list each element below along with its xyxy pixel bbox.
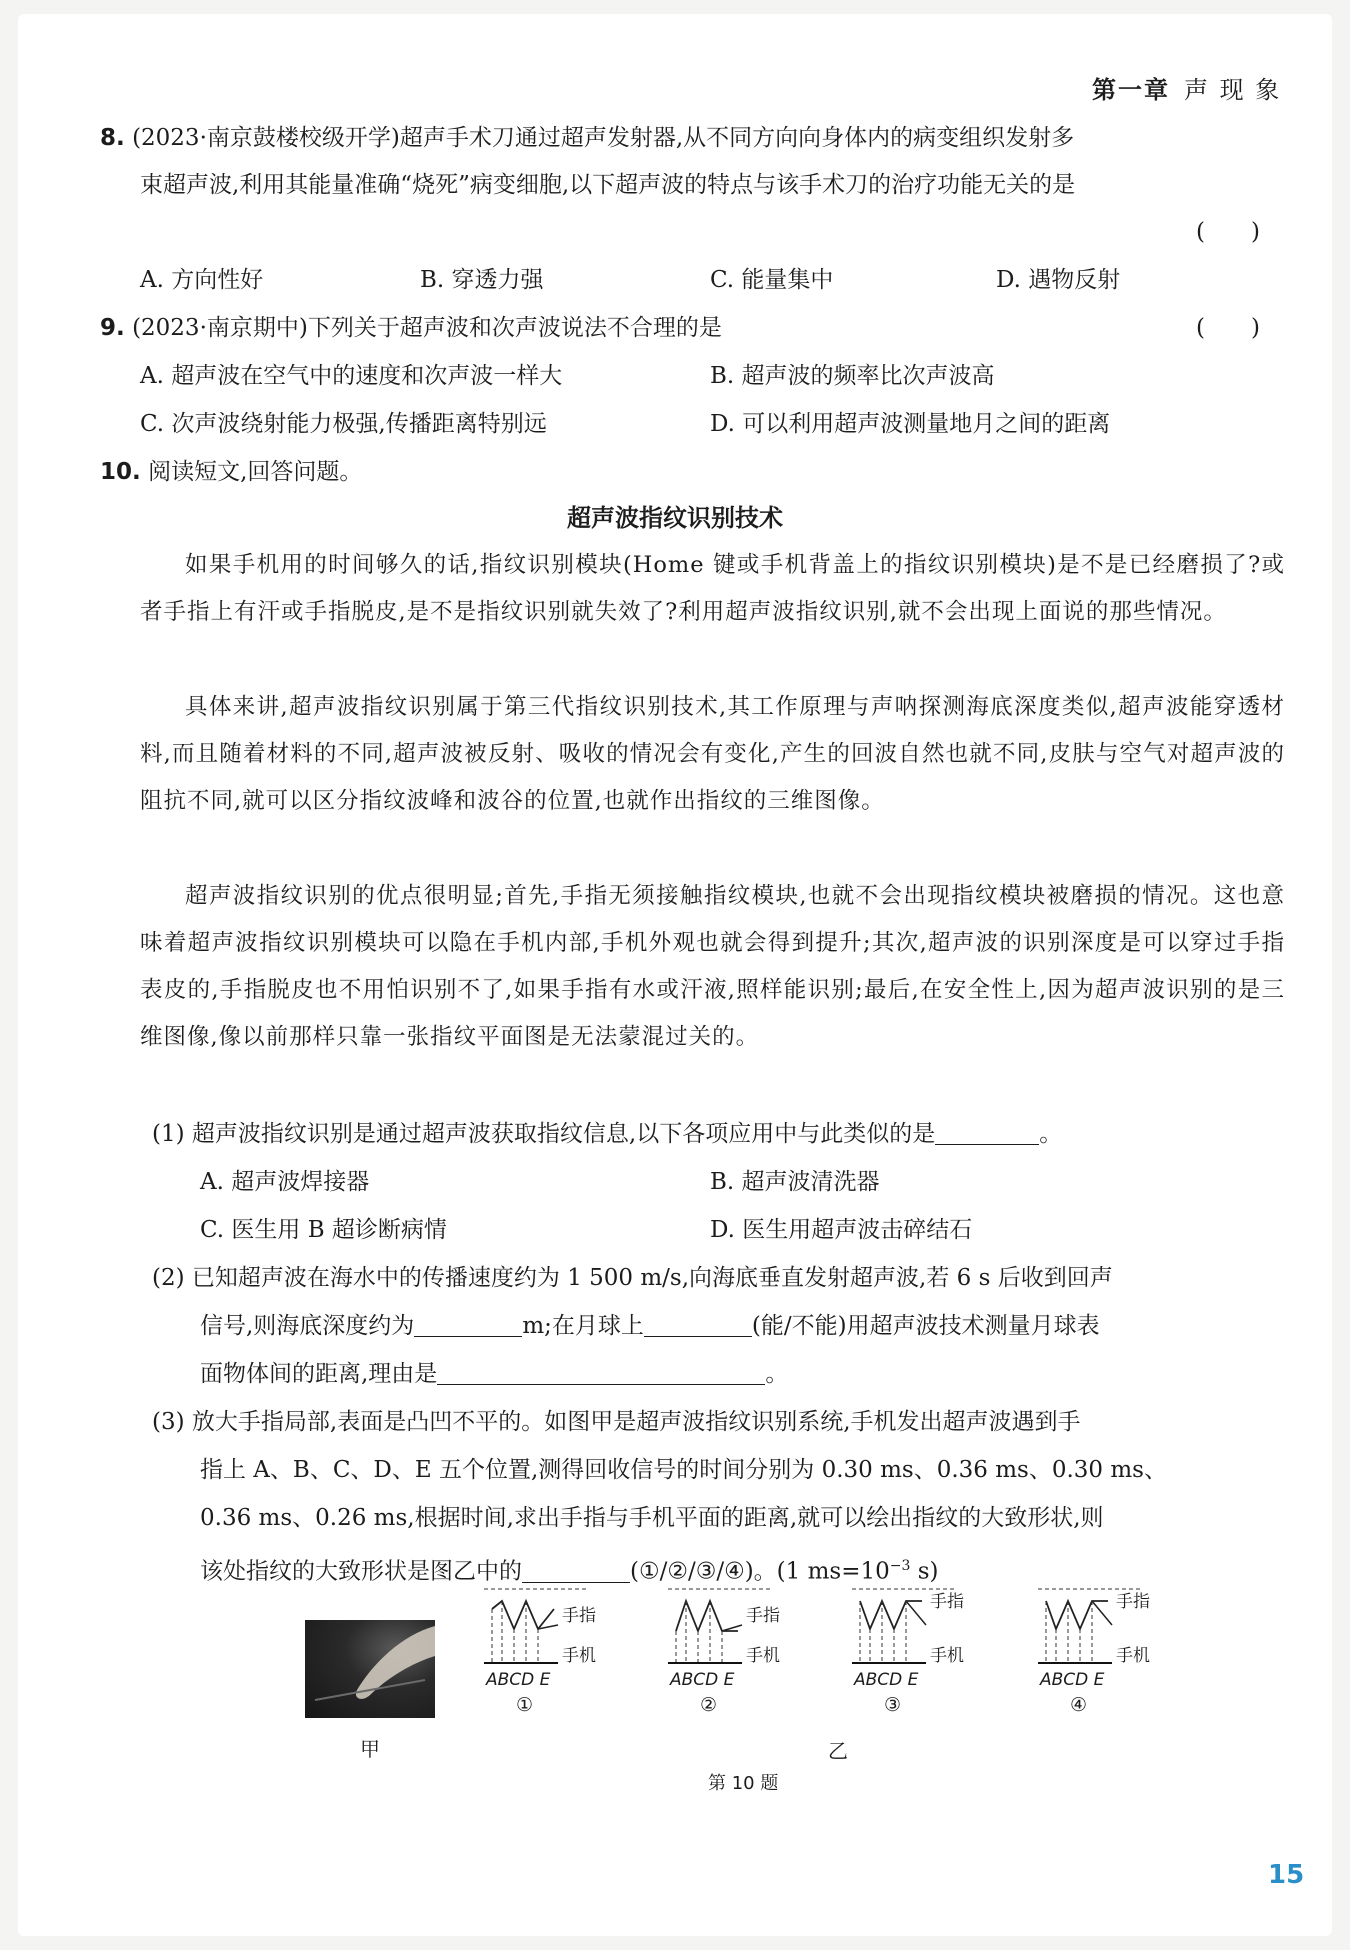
- q8-number: 8.: [100, 125, 125, 151]
- q10-sub1-option-d[interactable]: D. 医生用超声波击碎结石: [710, 1217, 973, 1243]
- point-labels: ABCD E: [486, 1670, 551, 1690]
- finger-surface: [492, 1601, 554, 1629]
- phone-label: 手机: [1116, 1646, 1150, 1666]
- chapter-topic: 声 现 象: [1184, 76, 1282, 104]
- article-paragraph-1: 如果手机用的时间够久的话,指纹识别模块(Home 键或手机背盖上的指纹识别模块)是不是已经磨损了?或者手指上有汗或手指脱皮,是不是指纹识别就失效了?利用超声波指纹识别,就不会出现上面说的那些情况。: [140, 552, 1285, 625]
- q10-sub2-blank-depth[interactable]: [414, 1308, 522, 1337]
- q10-sub1-blank[interactable]: [935, 1116, 1039, 1145]
- q9-number: 9.: [100, 315, 125, 341]
- q10-sub2-text-b: m;在月球上: [522, 1313, 644, 1339]
- q10-sub1-option-a[interactable]: A. 超声波焊接器: [200, 1169, 370, 1195]
- fingerprint-photo: [305, 1620, 435, 1718]
- q9-option-b[interactable]: B. 超声波的频率比次声波高: [710, 363, 995, 389]
- diagram-3: [852, 1589, 964, 1716]
- q8-stem-1: (2023·南京鼓楼校级开学)超声手术刀通过超声发射器,从不同方向向身体内的病变组织发射多: [132, 125, 1075, 151]
- q10-number: 10.: [100, 459, 141, 485]
- phone-label: 手机: [746, 1646, 780, 1666]
- q9-option-a[interactable]: A. 超声波在空气中的速度和次声波一样大: [140, 363, 563, 389]
- q10-sub3-line2: 指上 A、B、C、D、E 五个位置,测得回收信号的时间分别为 0.30 ms、0.36 ms、0.30 ms、: [200, 1457, 1167, 1483]
- finger-label: 手指: [562, 1606, 596, 1626]
- q10-sub2-blank-reason[interactable]: [437, 1356, 765, 1385]
- finger-surface: [676, 1601, 738, 1631]
- q10-sub2-blank-moon[interactable]: [644, 1308, 752, 1337]
- finger-edge: [906, 1601, 926, 1625]
- q8-stem-2: 束超声波,利用其能量准确“烧死”病变细胞,以下超声波的特点与该手术刀的治疗功能无关的是: [140, 172, 1076, 198]
- q10-sub2-text-c: (能/不能)用超声波技术测量月球表: [751, 1313, 1100, 1339]
- finger-surface: [860, 1601, 922, 1629]
- finger-label: 手指: [930, 1592, 964, 1612]
- q10-sub2-line3: [200, 1350, 788, 1398]
- q8-option-c[interactable]: C. 能量集中: [710, 267, 834, 293]
- diagram-number-3: ③: [884, 1694, 902, 1716]
- q10-sub2-text-a: 信号,则海底深度约为: [200, 1313, 415, 1339]
- q10-sub3-text-b: (①/②/③/④)。(1 ms=10: [630, 1558, 890, 1585]
- chapter-number: 第一章: [1092, 76, 1170, 104]
- q10-sub2-text-d: 面物体间的距离,理由是: [200, 1361, 438, 1387]
- q8-option-b[interactable]: B. 穿透力强: [420, 267, 544, 293]
- q10-sub1-stem: [152, 1110, 1062, 1158]
- article-title: 超声波指纹识别技术: [567, 504, 783, 532]
- finger-label: 手指: [746, 1606, 780, 1626]
- chapter-header: [1092, 70, 1281, 105]
- finger-surface: [1046, 1601, 1108, 1629]
- q9-option-c[interactable]: C. 次声波绕射能力极强,传播距离特别远: [140, 411, 547, 437]
- q10-sub3-blank[interactable]: [522, 1554, 630, 1583]
- q10-sub3-text-a: 该处指纹的大致形状是图乙中的: [200, 1558, 522, 1585]
- q10-stem-line: [100, 448, 362, 496]
- phone-label: 手机: [930, 1646, 964, 1666]
- diagram-number-4: ④: [1070, 1694, 1088, 1716]
- q10-stem: 阅读短文,回答问题。: [148, 459, 363, 485]
- q8-answer-bracket: ( ): [1196, 219, 1260, 245]
- fingerprint-shape-diagrams: [480, 1585, 1180, 1735]
- q9-answer-bracket: ( ): [1196, 315, 1260, 341]
- page-number: 15: [1268, 1860, 1305, 1890]
- q8-option-d[interactable]: D. 遇物反射: [996, 267, 1121, 293]
- figure-caption: 第 10 题: [708, 1773, 779, 1794]
- diagram-4: [1038, 1589, 1150, 1716]
- q10-sub1-end: 。: [1039, 1121, 1063, 1147]
- diagram-1: [484, 1589, 596, 1716]
- q8-line1: [100, 114, 1074, 162]
- point-labels: ABCD E: [854, 1670, 919, 1690]
- diagram-group-label: 乙: [828, 1739, 848, 1763]
- q10-sub2-text-e: 。: [765, 1361, 789, 1387]
- q10-sub3-text-c: s): [910, 1558, 939, 1585]
- finger-on-phone-image: [305, 1620, 435, 1718]
- article-paragraph-3: 超声波指纹识别的优点很明显;首先,手指无须接触指纹模块,也就不会出现指纹模块被磨损的情况。这也意味着超声波指纹识别模块可以隐在手机内部,手机外观也就会得到提升;其次,超声波的识别深度是可以穿过手指表皮的,手指脱皮也不用怕识别不了,如果手指有水或汗液,照样能识别;最后,在安全性上,因为超声波识别的是三维图像,像以前那样只靠一张指纹平面图是无法蒙混过关的。: [140, 883, 1285, 1050]
- q10-sub1-text: (1) 超声波指纹识别是通过超声波获取指纹信息,以下各项应用中与此类似的是: [152, 1121, 936, 1147]
- q10-sub1-option-b[interactable]: B. 超声波清洗器: [710, 1169, 880, 1195]
- article-paragraph-2: 具体来讲,超声波指纹识别属于第三代指纹识别技术,其工作原理与声呐探测海底深度类似,超声波能穿透材料,而且随着材料的不同,超声波被反射、吸收的情况会有变化,产生的回波自然也就不同,皮肤与空气对超声波的阻抗不同,就可以区分指纹波峰和波谷的位置,也就作出指纹的三维图像。: [140, 694, 1285, 814]
- q10-sub3-line1: (3) 放大手指局部,表面是凸凹不平的。如图甲是超声波指纹识别系统,手机发出超声波遇到手: [152, 1409, 1081, 1435]
- q10-sub3-line3: 0.36 ms、0.26 ms,根据时间,求出手指与手机平面的距离,就可以绘出指纹的大致形状,则: [200, 1505, 1104, 1531]
- point-labels: ABCD E: [670, 1670, 735, 1690]
- q10-sub2-line2: [200, 1302, 1100, 1350]
- q9-stem-line: [100, 304, 722, 352]
- diagram-number-2: ②: [700, 1694, 718, 1716]
- diagram-2: [668, 1589, 780, 1716]
- phone-label: 手机: [562, 1646, 596, 1666]
- q8-option-a[interactable]: A. 方向性好: [140, 267, 264, 293]
- photo-label: 甲: [360, 1737, 380, 1761]
- diagram-number-1: ①: [516, 1694, 534, 1716]
- q10-sub1-option-c[interactable]: C. 医生用 B 超诊断病情: [200, 1217, 447, 1243]
- finger-edge: [722, 1625, 742, 1631]
- q9-stem: (2023·南京期中)下列关于超声波和次声波说法不合理的是: [132, 315, 722, 341]
- q10-sub3-exponent: −3: [889, 1558, 911, 1574]
- q10-sub2-line1: (2) 已知超声波在海水中的传播速度约为 1 500 m/s,向海底垂直发射超声波,若 6 s 后收到回声: [152, 1265, 1113, 1291]
- q9-option-d[interactable]: D. 可以利用超声波测量地月之间的距离: [710, 411, 1111, 437]
- finger-label: 手指: [1116, 1592, 1150, 1612]
- point-labels: ABCD E: [1040, 1670, 1105, 1690]
- finger-edge: [1092, 1601, 1112, 1625]
